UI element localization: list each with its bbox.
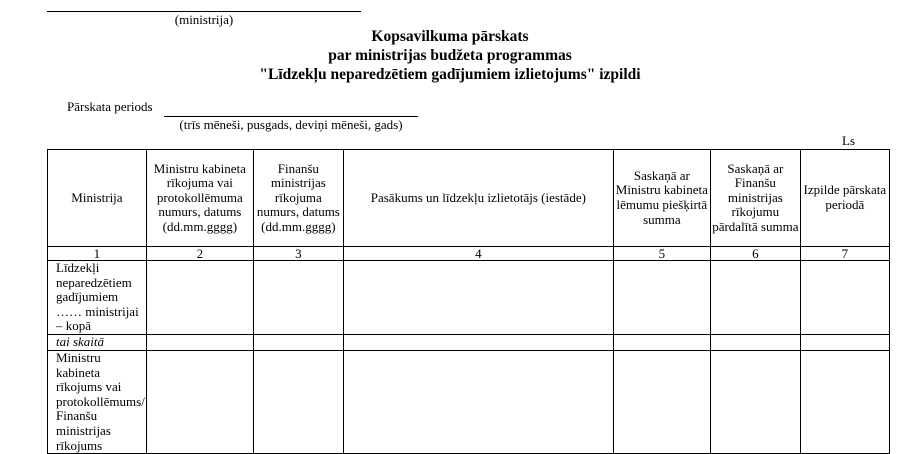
table-cell[interactable] — [710, 350, 800, 453]
header-measure: Pasākums un līdzekļu izlietotājs (iestāde) — [343, 150, 613, 247]
column-number: 1 — [48, 247, 147, 261]
currency-unit: Ls — [842, 133, 855, 148]
header-allocated-sum: Saskaņā ar Ministru kabineta lēmumu piešķirtā summa — [613, 150, 710, 247]
table-cell[interactable] — [343, 334, 613, 350]
column-number-row — [48, 247, 890, 261]
report-title-line-3: "Līdzekļu neparedzētiem gadījumiem izlietojums" izpildi — [259, 66, 641, 83]
table-cell[interactable] — [613, 261, 710, 335]
report-title-line-1: Kopsavilkuma pārskats — [371, 28, 529, 45]
table-cell[interactable] — [253, 350, 343, 453]
table-cell[interactable] — [710, 261, 800, 335]
table-cell[interactable] — [800, 261, 889, 335]
period-hint: (trīs mēneši, pusgads, deviņi mēneši, gads) — [179, 117, 403, 132]
period-label: Pārskata periods — [67, 99, 153, 114]
table-row — [48, 261, 890, 335]
row-label-total: Līdzekļi neparedzētiem gadījumiem …… ministrijai – kopā — [48, 261, 147, 335]
header-execution: Izpilde pārskata periodā — [800, 150, 889, 247]
table-cell[interactable] — [253, 334, 343, 350]
table-cell[interactable] — [800, 334, 889, 350]
row-label-order: Ministru kabineta rīkojums vai protokollēmums/ Finanšu ministrijas rīkojums — [48, 350, 147, 453]
column-number: 7 — [800, 247, 889, 261]
row-label-including: tai skaitā — [48, 334, 147, 350]
table-cell[interactable] — [146, 350, 253, 453]
column-number: 4 — [343, 247, 613, 261]
table-cell[interactable] — [343, 261, 613, 335]
report-title-line-2: par ministrijas budžeta programmas — [328, 47, 572, 64]
table-cell[interactable] — [710, 334, 800, 350]
column-number: 6 — [710, 247, 800, 261]
column-number: 3 — [253, 247, 343, 261]
header-finance-order: Finanšu ministrijas rīkojuma numurs, datums (dd.mm.gggg) — [253, 150, 343, 247]
header-cabinet-order: Ministru kabineta rīkojuma vai protokollēmuma numurs, datums (dd.mm.gggg) — [146, 150, 253, 247]
ministry-label: (ministrija) — [174, 12, 234, 27]
table-cell[interactable] — [253, 261, 343, 335]
table-row — [48, 350, 890, 453]
header-row — [48, 150, 890, 247]
report-table — [47, 149, 890, 454]
column-number: 2 — [146, 247, 253, 261]
table-cell[interactable] — [613, 334, 710, 350]
table-cell[interactable] — [800, 350, 889, 453]
table-cell[interactable] — [343, 350, 613, 453]
header-ministry: Ministrija — [48, 150, 147, 247]
table-cell[interactable] — [613, 350, 710, 453]
table-cell[interactable] — [146, 261, 253, 335]
table-cell[interactable] — [146, 334, 253, 350]
header-reallocated-sum: Saskaņā ar Finanšu ministrijas rīkojumu pārdalītā summa — [710, 150, 800, 247]
table-row — [48, 334, 890, 350]
column-number: 5 — [613, 247, 710, 261]
